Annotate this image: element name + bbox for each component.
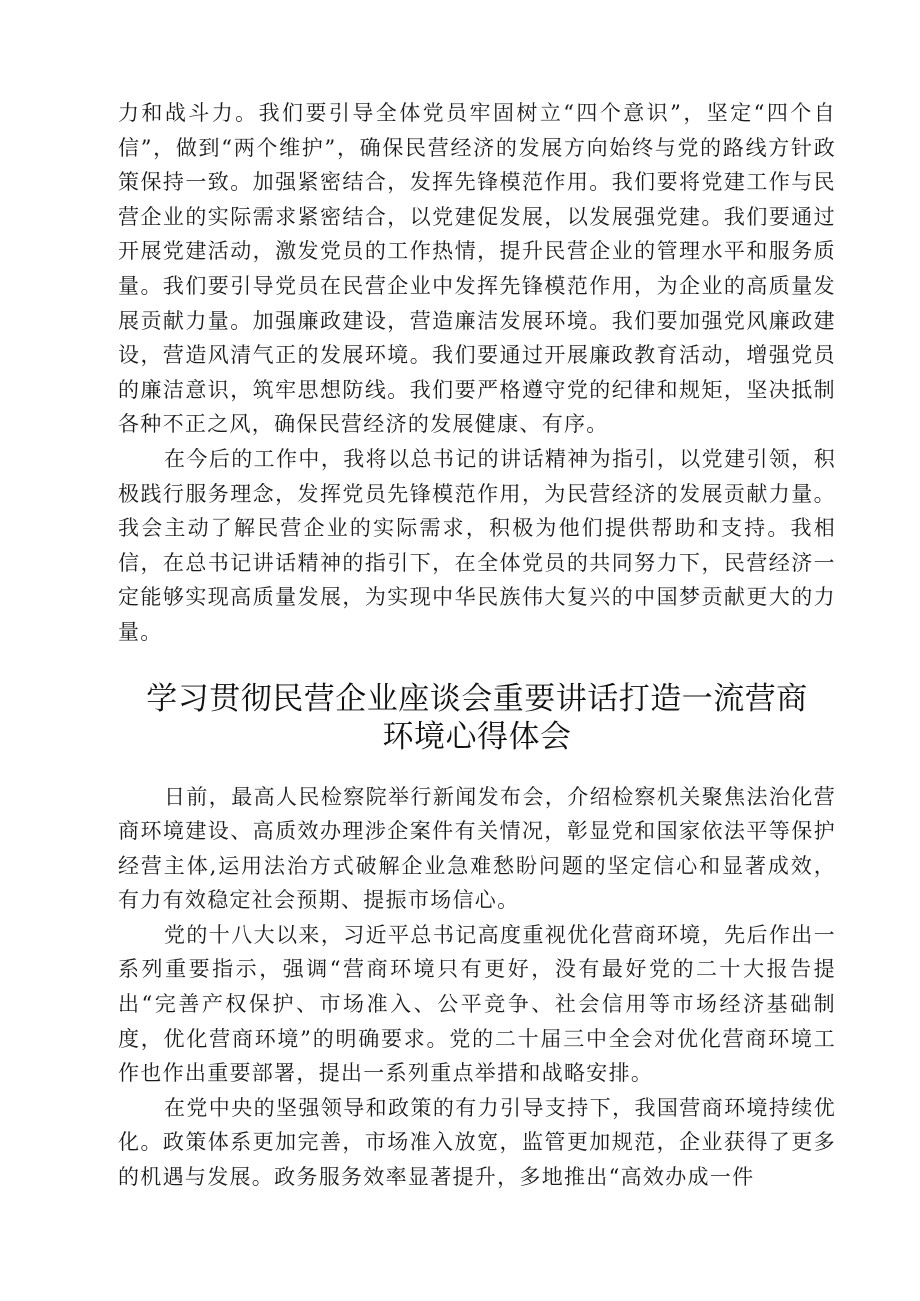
body-paragraph: 在党中央的坚强领导和政策的有力引导支持下，我国营商环境持续优化。政策体系更加完善，市场准入放宽，监管更加规范，企业获得了更多的机遇与发展。政务服务效率显著提升，多地推出“高效办成一件 [118,1095,836,1190]
body-paragraph: 力和战斗力。我们要引导全体党员牢固树立“四个意识”，坚定“四个自信”，做到“两个维护”，确保民营经济的发展方向始终与党的路线方针政策保持一致。加强紧密结合，发挥先锋模范作用。我们要将党建工作与民营企业的实际需求紧密结合，以党建促发展，以发展强党建。我们要通过开展党建活动，激发党员的工作热情，提升民营企业的管理水平和服务质量。我们要引导党员在民营企业中发挥先锋模范作用，为企业的高质量发展贡献力量。加强廉政建设，营造廉洁发展环境。我们要加强党风廉政建设，营造风清气正的发展环境。我们要通过开展廉政教育活动，增强党员的廉洁意识，筑牢思想防线。我们要严格遵守党的纪律和规矩，坚决抵制各种不正之风，确保民营经济的发展健康、有序。 [118,101,836,437]
body-paragraph: 日前，最高人民检察院举行新闻发布会，介绍检察机关聚焦法治化营商环境建设、高质效办理涉企案件有关情况，彰显党和国家依法平等保护经营主体,运用法治方式破解企业急难愁盼问题的坚定信心和显著成效，有力有效稳定社会预期、提振市场信心。 [118,784,836,913]
article-title-line: 环境心得体会 [382,718,572,755]
body-paragraph: 党的十八大以来，习近平总书记高度重视优化营商环境，先后作出一系列重要指示，强调“营商环境只有更好，没有最好党的二十大报告提出“完善产权保护、市场准入、公平竞争、社会信用等市场经济基础制度，优化营商环境”的明确要求。党的二十届三中全会对优化营商环境工作也作出重要部署，提出一系列重点举措和战略安排。 [118,922,836,1086]
body-paragraph: 在今后的工作中，我将以总书记的讲话精神为指引，以党建引领，积极践行服务理念，发挥党员先锋模范作用，为民营经济的发展贡献力量。我会主动了解民营企业的实际需求，积极为他们提供帮助和支持。我相信，在总书记讲话精神的指引下，在全体党员的共同努力下，民营经济一定能够实现高质量发展，为实现中华民族伟大复兴的中国梦贡献更大的力量。 [118,446,836,644]
document-page [118,96,836,1195]
article-title-line: 学习贯彻民营企业座谈会重要讲话打造一流营商 [146,680,808,717]
article-title [118,680,836,756]
